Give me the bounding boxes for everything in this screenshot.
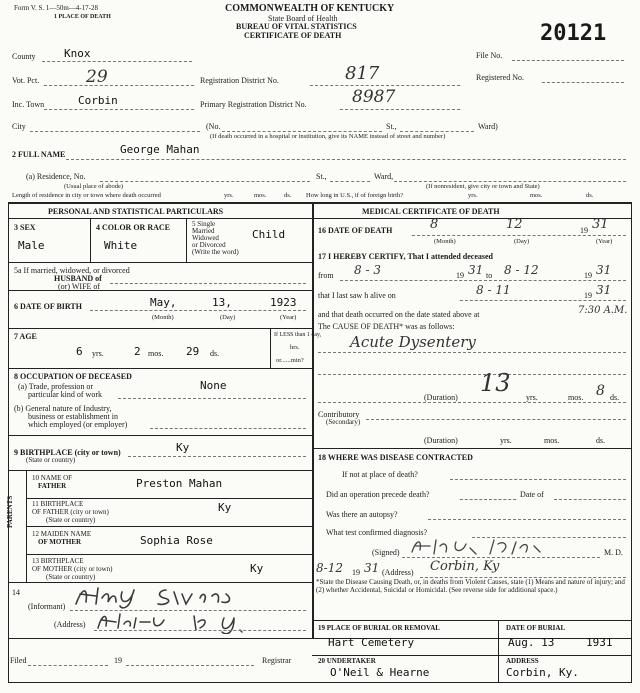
certificate-number: 20121	[540, 21, 607, 46]
cause-label: The CAUSE OF DEATH* was as follows:	[318, 322, 455, 331]
signed-date: 8-12	[316, 561, 343, 575]
bureau-name: BUREAU OF VITAL STATISTICS	[236, 22, 357, 31]
inc-town-value: Corbin	[78, 94, 118, 107]
vot-pct-value: 29	[86, 67, 108, 87]
father-name-value: Preston Mahan	[136, 477, 223, 490]
parents-label: PARENTS	[6, 495, 14, 528]
dob-label: 6 DATE OF BIRTH	[14, 302, 82, 311]
certify-label: 17 I HEREBY CERTIFY, That I attended deceased	[318, 252, 493, 261]
primary-registration-value: 8987	[352, 87, 396, 107]
age-months: 2	[134, 345, 141, 358]
cause-of-death: Acute Dysentery	[350, 333, 476, 351]
full-name-label: 2 FULL NAME	[12, 150, 66, 159]
attended-to: 8 - 12	[504, 263, 539, 277]
dob-year: 1923	[270, 296, 297, 309]
file-no-label: File No.	[476, 51, 503, 60]
birthplace-label: 9 BIRTHPLACE (city or town)	[14, 448, 121, 457]
attended-from: 8 - 3	[354, 263, 381, 277]
death-certificate: Form V. S. 1—50m—4-17-28 1 PLACE OF DEATH COMMONWEALTH OF KENTUCKY State Board of Health BUREAU OF VITAL STATISTICS CERTIFICATE OF DEATH 20121 File No. Registered No. County Knox Vot. Pct. 29 Registration District No. 817 Inc. Town Corbin Primary Registration District No. 8987 City (No. St., Ward) (If death occurred in a hospital or institution, give its NAME instead of street and number) 2 FULL NAME George Mahan (a) Residence, No. St., Ward, (Usual place of abode) (If nonresident, give city or town and State) Length of residence in city or town where death occurred yrs. mos. ds. How long in U.S., if of foreign birth? yrs. mos. ds. PERSONAL AND STATISTICAL PARTICULARS 3 SEX Male 4 COLOR OR RACE White 5 Single Married Widowed or Divorced (Write the word) Child 5a If married, widowed, or divorced HUSBAND of (or) WIFE of 6 DATE OF BIRTH May, 13, 1923 (Month) (Day) (Year) 7 AGE 6 yrs. 2 mos. 29 ds. If LESS than 1 day, hrs. or......min? 8 OCCUPATION OF DECEASED (a) Trade, profession or particular kind of work None (b) General nature of Industry, business or establishment in which employed (or employer) 9 BIRTHPLACE (city or town) (State or country) Ky PARENTS 10 NAME OF FATHER Preston Mahan 11 BIRTHPLACE OF FATHER (city or town) (State or country) Ky 12 MAIDEN NAME OF MOTHER Sophia Rose 13 BIRTHPLACE OF MOTHER (city or town) (State or country) Ky 14 (Informant) (Address) Filed 19 Registrar MEDICAL CERTIFICATE OF DEATH 16 DATE OF DEATH 8 12 19 31 (Month) (Day) (Year) 17 I HEREBY CERTIFY, That I attended deceased from 8 - 3 19 31 to 8 - 12 19 31 that I last saw h alive on 8 - 11 19 31 and that death occurred on the date stated above at 7:30 A.M. The CAUSE OF DEATH* was as follows: Acute Dysentery 13 (Duration) yrs. mos. 8 ds. Contributory (Secondary) (Duration) yrs. mos. ds. 18 WHERE WAS DISEASE CONTRACTED If not at place of death? Did an operation precede death? Date of Was there an autopsy? What test confirmed diagnosis? (Signed) M. D. 8-12 19 31 (Address) Corbin, Ky *State the Disease Causing Death, or, in deaths from Violent Causes, state (1) Means and nature of injury; and (2) whether Accidental, Suicidal or Homicidal. (See reverse side for additional space.) 19 PLACE OF BURIAL OR REMOVAL Hart Cemetery DATE OF BURIAL Aug. 13 1931 20 UNDERTAKER O'Neil & Hearne ADDRESS Corbin, Ky.	[0, 0, 640, 693]
color-value: White	[104, 239, 138, 252]
cause-footnote: *State the Disease Causing Death, or, in deaths from Violent Causes, state (1) Means and nature of injury; and (2) whether Accidental, Suicidal or Homicidal. (See reverse side for additional space.)	[316, 578, 625, 595]
undertaker-address-label: ADDRESS	[506, 657, 539, 665]
how-long-label: How long in U.S., if of foreign birth?	[306, 192, 404, 199]
ward-label: Ward)	[478, 122, 498, 131]
occupation-label: 8 OCCUPATION OF DECEASED	[14, 372, 132, 381]
registration-district-value: 817	[345, 63, 380, 84]
color-label: 4 COLOR OR RACE	[96, 223, 171, 232]
burial-date: Aug. 13	[508, 636, 555, 649]
inc-town-label: Inc. Town	[12, 100, 45, 109]
full-name-value: George Mahan	[120, 143, 200, 156]
contributory-label: Contributory	[318, 410, 360, 419]
dod-year: 31	[592, 217, 609, 232]
burial-label: 19 PLACE OF BURIAL OR REMOVAL	[318, 624, 440, 632]
death-time: 7:30 A.M.	[578, 305, 628, 316]
undertaker-value: O'Neil & Hearne	[330, 666, 430, 679]
death-occurred-label: and that death occurred on the date stated above at	[318, 310, 480, 319]
city-label: City	[12, 122, 26, 131]
registrar-label: Registrar	[262, 656, 292, 665]
filed-label: Filed	[10, 656, 27, 665]
occupation-value: None	[200, 379, 227, 392]
medical-section-title: MEDICAL CERTIFICATE OF DEATH	[362, 207, 500, 216]
father-birthplace-value: Ky	[218, 501, 232, 514]
physician-signature	[406, 534, 586, 558]
sex-label: 3 SEX	[14, 223, 36, 232]
cause-duration-months: 8	[596, 383, 605, 399]
undertaker-label: 20 UNDERTAKER	[318, 657, 376, 665]
physician-address: Corbin, Ky	[430, 559, 500, 574]
age-years: 6	[76, 345, 83, 358]
sex-value: Male	[18, 239, 45, 252]
cause-duration: 13	[480, 369, 511, 397]
county-value: Knox	[64, 47, 91, 60]
st-label: St.,	[386, 122, 397, 131]
mother-birthplace-value: Ky	[250, 562, 264, 575]
residence-ward-label: Ward,	[374, 172, 394, 181]
registered-no-label: Registered No.	[476, 73, 524, 82]
length-residence-label: Length of residence in city or town where death occurred	[12, 192, 161, 199]
state-title: COMMONWEALTH OF KENTUCKY	[225, 3, 395, 14]
last-saw-date: 8 - 11	[476, 283, 511, 297]
age-days: 29	[186, 345, 200, 358]
certificate-title: CERTIFICATE OF DEATH	[244, 31, 342, 40]
burial-year: 1931	[586, 636, 613, 649]
residence-label: (a) Residence, No.	[26, 172, 86, 181]
birthplace-value: Ky	[176, 441, 190, 454]
form-number: Form V. S. 1—50m—4-17-28	[14, 4, 98, 12]
hospital-note: (If death occurred in a hospital or institution, give its NAME instead of street and number)	[210, 133, 446, 140]
informant-signature	[70, 584, 300, 610]
informant-label: (Informant)	[28, 602, 66, 611]
burial-date-label: DATE OF BURIAL	[506, 624, 566, 632]
date-of-death-label: 16 DATE OF DEATH	[318, 226, 393, 235]
nonresident-note: (If nonresident, give city or town and State)	[426, 183, 540, 190]
county-label: County	[12, 52, 36, 61]
usual-place-label: (Usual place of abode)	[64, 183, 124, 190]
no-label: (No.	[206, 122, 221, 131]
signed-label: (Signed)	[372, 548, 400, 557]
dob-month: May,	[150, 296, 177, 309]
residence-st-label: St.,	[316, 172, 327, 181]
dob-day: 13,	[212, 296, 232, 309]
age-label: 7 AGE	[14, 332, 37, 341]
mother-name-value: Sophia Rose	[140, 534, 213, 547]
disease-contracted-label: 18 WHERE WAS DISEASE CONTRACTED	[318, 453, 473, 462]
dod-day: 12	[506, 217, 523, 232]
burial-place: Hart Cemetery	[328, 636, 415, 649]
board-name: State Board of Health	[268, 14, 338, 23]
last-saw-label: that I last saw h alive on	[318, 291, 396, 300]
dod-month: 8	[430, 217, 439, 232]
marital-value: Child	[252, 228, 286, 241]
vot-pct-label: Vot. Pct.	[12, 76, 40, 85]
undertaker-address: Corbin, Ky.	[506, 666, 579, 679]
place-of-death-label: 1 PLACE OF DEATH	[54, 14, 111, 20]
primary-registration-label: Primary Registration District No.	[200, 100, 307, 109]
registration-district-label: Registration District No.	[200, 76, 279, 85]
personal-section-title: PERSONAL AND STATISTICAL PARTICULARS	[48, 207, 224, 216]
address-label: (Address)	[54, 620, 86, 629]
